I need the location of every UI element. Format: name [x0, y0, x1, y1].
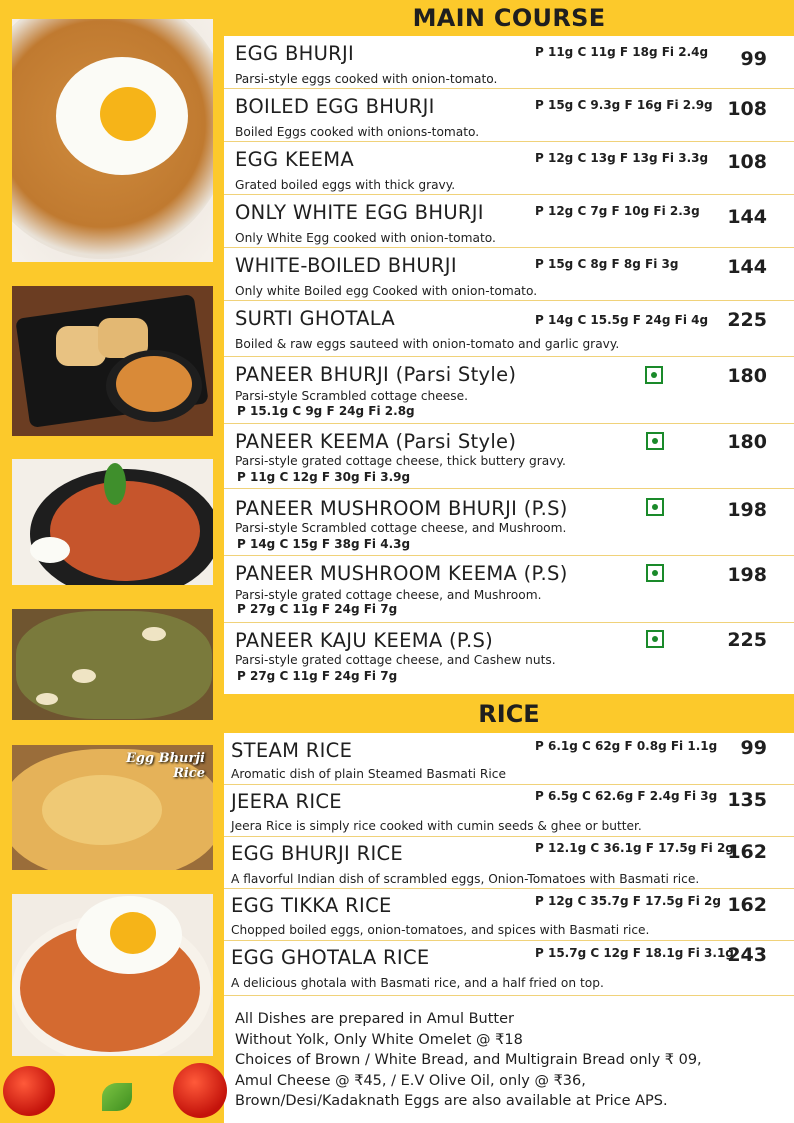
item-description: Boiled Eggs cooked with onions-tomato. — [235, 125, 480, 139]
item-macros: P 12.1g C 36.1g F 17.5g Fi 2g — [535, 841, 734, 855]
item-price: 162 — [727, 841, 767, 863]
menu-item — [224, 889, 794, 941]
menu-item — [224, 556, 794, 623]
menu-item — [224, 941, 794, 996]
menu-item — [224, 357, 794, 424]
item-name: PANEER MUSHROOM BHURJI (P.S) — [235, 497, 568, 520]
menu-item — [224, 89, 794, 142]
item-macros: P 15g C 8g F 8g Fi 3g — [535, 257, 679, 271]
menu-item — [224, 36, 794, 89]
note-line: All Dishes are prepared in Amul Butter — [235, 1011, 514, 1027]
item-price: 180 — [727, 365, 767, 387]
egg-keema-photo — [12, 459, 213, 585]
item-price: 108 — [727, 151, 767, 173]
item-name: PANEER KEEMA (Parsi Style) — [235, 430, 517, 453]
item-name: WHITE-BOILED BHURJI — [235, 254, 457, 277]
menu-item — [224, 142, 794, 195]
item-macros: P 27g C 11g F 24g Fi 7g — [237, 669, 398, 683]
item-name: PANEER BHURJI (Parsi Style) — [235, 363, 517, 386]
main-course-title: MAIN COURSE — [224, 0, 794, 36]
item-name: SURTI GHOTALA — [235, 307, 396, 330]
item-macros: P 15.7g C 12g F 18.1g Fi 3.1g — [535, 946, 734, 960]
item-name: EGG KEEMA — [235, 148, 355, 171]
tomato-icon — [173, 1063, 227, 1118]
main-course-panel — [224, 36, 794, 694]
item-description: Parsi-style eggs cooked with onion-tomato. — [235, 72, 498, 86]
veg-mark-icon — [646, 432, 664, 450]
item-description: Parsi-style grated cottage cheese, and Mushroom. — [235, 588, 542, 602]
menu-item — [224, 195, 794, 248]
item-macros: P 15.1g C 9g F 24g Fi 2.8g — [237, 404, 415, 418]
item-name: JEERA RICE — [231, 790, 342, 813]
item-name: PANEER MUSHROOM KEEMA (P.S) — [235, 562, 568, 585]
item-description: Parsi-style grated cottage cheese, and Cashew nuts. — [235, 653, 556, 667]
item-name: EGG BHURJI — [235, 42, 355, 65]
item-description: Grated boiled eggs with thick gravy. — [235, 178, 456, 192]
item-price: 180 — [727, 431, 767, 453]
egg-bhurji-rice-photo — [12, 745, 213, 870]
item-price: 99 — [740, 737, 767, 759]
item-description: Jeera Rice is simply rice cooked with cumin seeds & ghee or butter. — [231, 819, 642, 833]
menu-item — [224, 301, 794, 357]
item-name: PANEER KAJU KEEMA (P.S) — [235, 629, 494, 652]
item-macros: P 6.5g C 62.6g F 2.4g Fi 3g — [535, 789, 718, 803]
item-description: A delicious ghotala with Basmati rice, and a half fried on top. — [231, 976, 604, 990]
item-price: 225 — [727, 309, 767, 331]
notes — [235, 1009, 702, 1112]
item-description: Chopped boiled eggs, onion-tomatoes, and spices with Basmati rice. — [231, 923, 650, 937]
item-macros: P 14g C 15g F 38g Fi 4.3g — [237, 537, 411, 551]
rice-title: RICE — [224, 695, 794, 733]
item-description: Only White Egg cooked with onion-tomato. — [235, 231, 496, 245]
egg-bhurji-photo — [12, 19, 213, 262]
item-description: Only white Boiled egg Cooked with onion-tomato. — [235, 284, 538, 298]
item-price: 162 — [727, 894, 767, 916]
item-description: Parsi-style Scrambled cottage cheese, and Mushroom. — [235, 521, 567, 535]
item-price: 108 — [727, 98, 767, 120]
item-price: 198 — [727, 499, 767, 521]
basil-leaf-icon — [102, 1083, 132, 1111]
note-line: Amul Cheese @ ₹45, / E.V Olive Oil, only @ ₹36, — [235, 1072, 586, 1089]
item-description: A flavorful Indian dish of scrambled eggs, Onion-Tomatoes with Basmati rice. — [231, 872, 700, 886]
item-name: ONLY WHITE EGG BHURJI — [235, 201, 484, 224]
photo-caption: Egg Bhurji Rice — [126, 751, 205, 781]
ghotala-pav-photo — [12, 286, 213, 436]
item-price: 198 — [727, 564, 767, 586]
item-price: 135 — [727, 789, 767, 811]
paneer-kaju-keema-photo — [12, 609, 213, 720]
note-line: Without Yolk, Only White Omelet @ ₹18 — [235, 1031, 523, 1048]
menu-item — [224, 733, 794, 785]
item-macros: P 12g C 35.7g F 17.5g Fi 2g — [535, 894, 721, 908]
item-name: BOILED EGG BHURJI — [235, 95, 435, 118]
item-macros: P 12g C 13g F 13g Fi 3.3g — [535, 151, 709, 165]
tomato-icon — [3, 1066, 55, 1116]
item-macros: P 6.1g C 62g F 0.8g Fi 1.1g — [535, 739, 718, 753]
rice-panel — [224, 733, 794, 1123]
note-line: Choices of Brown / White Bread, and Multigrain Bread only ₹ 09, — [235, 1052, 702, 1068]
item-price: 144 — [727, 256, 767, 278]
item-name: EGG GHOTALA RICE — [231, 946, 430, 969]
item-macros: P 11g C 12g F 30g Fi 3.9g — [237, 470, 411, 484]
item-macros: P 14g C 15.5g F 24g Fi 4g — [535, 313, 709, 327]
item-description: Parsi-style grated cottage cheese, thick buttery gravy. — [235, 454, 566, 468]
menu-item — [224, 785, 794, 837]
egg-ghotala-rice-photo — [12, 894, 213, 1056]
veg-mark-icon — [646, 564, 664, 582]
menu-item — [224, 837, 794, 889]
item-price: 144 — [727, 206, 767, 228]
menu-item — [224, 424, 794, 489]
veg-mark-icon — [646, 630, 664, 648]
item-price: 225 — [727, 629, 767, 651]
item-description: Aromatic dish of plain Steamed Basmati Rice — [231, 767, 506, 781]
menu-item — [224, 489, 794, 556]
item-description: Parsi-style Scrambled cottage cheese. — [235, 389, 468, 403]
item-macros: P 27g C 11g F 24g Fi 7g — [237, 602, 398, 616]
item-name: STEAM RICE — [231, 739, 353, 762]
veg-mark-icon — [646, 498, 664, 516]
item-price: 243 — [727, 944, 767, 966]
menu-item — [224, 248, 794, 301]
item-macros: P 15g C 9.3g F 16g Fi 2.9g — [535, 98, 713, 112]
item-name: EGG TIKKA RICE — [231, 894, 392, 917]
veg-mark-icon — [645, 366, 663, 384]
note-line: Brown/Desi/Kadaknath Eggs are also available at Price APS. — [235, 1093, 668, 1109]
item-description: Boiled & raw eggs sauteed with onion-tomato and garlic gravy. — [235, 337, 620, 351]
item-name: EGG BHURJI RICE — [231, 842, 404, 865]
item-macros: P 12g C 7g F 10g Fi 2.3g — [535, 204, 700, 218]
item-macros: P 11g C 11g F 18g Fi 2.4g — [535, 45, 709, 59]
item-price: 99 — [740, 48, 767, 70]
menu-item — [224, 623, 794, 694]
